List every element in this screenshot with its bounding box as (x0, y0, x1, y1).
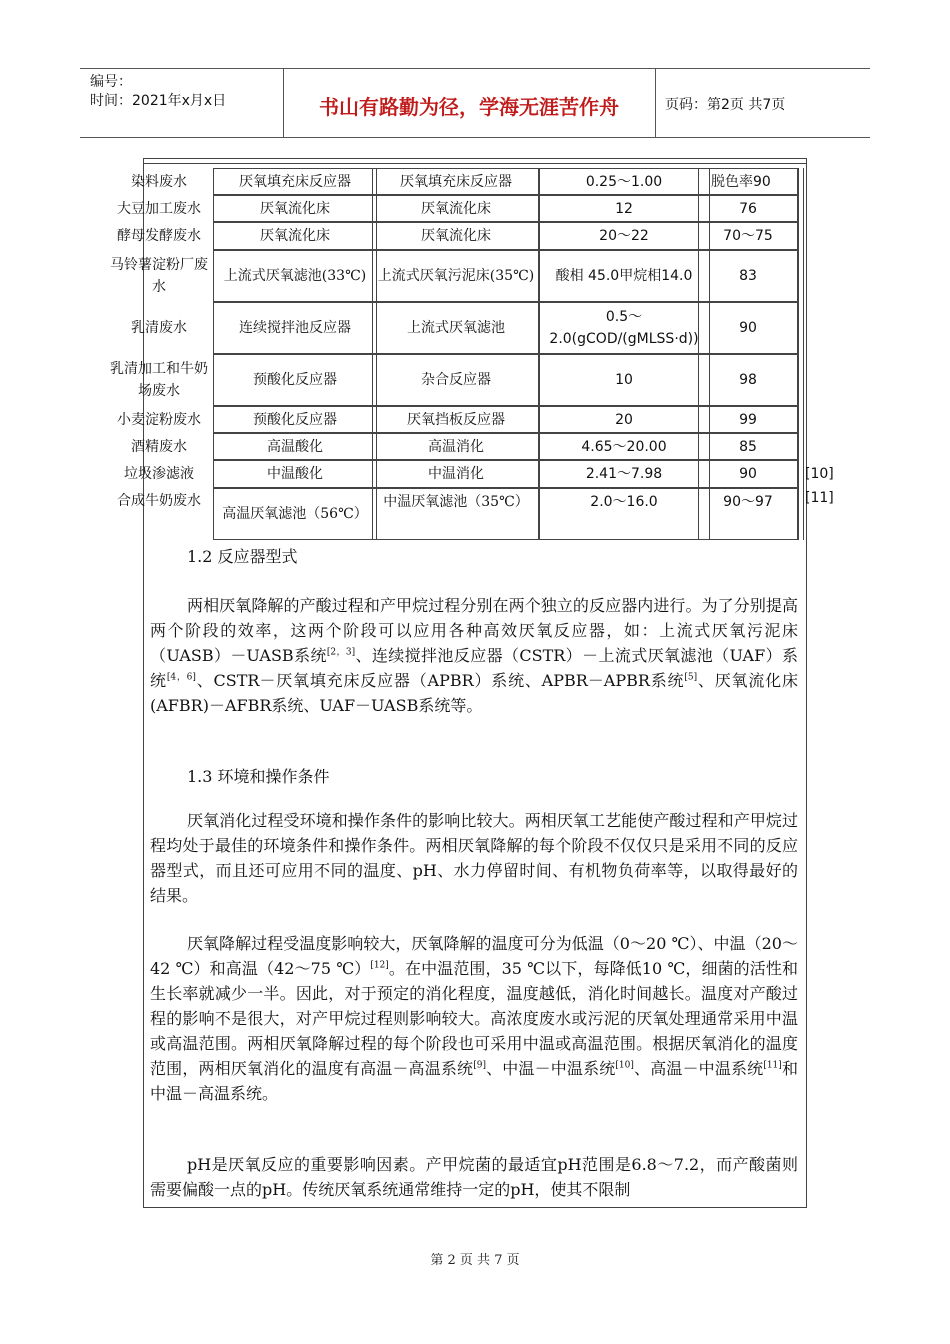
paragraph: pH是厌氧反应的重要影响因素。产甲烷菌的最适宜pH范围是6.8～7.2，而产酸菌则需要偏酸一点的pH。传统厌氧系统通常维持一定的pH，使其不限制 (150, 1155, 798, 1199)
cell-wastewater: 大豆加工废水 (117, 200, 201, 217)
header-meta (90, 73, 226, 111)
cell-load: 20～22 (538, 222, 710, 250)
cell-load: 2.0～16.0 (538, 488, 710, 540)
table-row (110, 488, 850, 540)
cell-methane-reactor: 厌氧流化床 (372, 195, 540, 222)
cell-wastewater: 垃圾渗滤液 (124, 466, 194, 482)
table-row (110, 222, 850, 250)
cell-methane-reactor: 厌氧挡板反应器 (372, 406, 540, 433)
cell-wastewater: 乳清加工和牛奶场废水 (110, 361, 208, 399)
cell-border (798, 488, 804, 540)
table-row (110, 250, 850, 302)
cell-acid-reactor: 中温酸化 (213, 460, 377, 488)
cell-border (798, 433, 804, 460)
cell-border (798, 250, 804, 302)
header-number: 编号： (90, 74, 132, 90)
cell-removal: 90～97 (698, 488, 798, 540)
cell-methane-reactor: 上流式厌氧滤池 (372, 302, 540, 354)
cell-removal: 83 (698, 250, 798, 302)
cell-load: 0.25～1.00 (538, 168, 710, 195)
cell-acid-reactor: 预酸化反应器 (213, 406, 377, 433)
cell-acid-reactor: 高温厌氧滤池（56℃） (213, 488, 377, 540)
frame-double-line (144, 163, 806, 164)
table-row (110, 302, 850, 354)
cell-load: 10 (538, 354, 710, 406)
cell-reference: [11] (805, 490, 834, 506)
cell-load: 2.41～7.98 (538, 460, 710, 488)
table-row (110, 195, 850, 222)
cell-load: 0.5～2.0(gCOD/(gMLSS·d)) (538, 302, 710, 354)
cell-border (798, 168, 804, 195)
header-divider (655, 69, 656, 137)
cell-removal: 85 (698, 433, 798, 460)
cell-border (798, 354, 804, 406)
cell-border (798, 460, 804, 488)
cell-methane-reactor: 中温厌氧滤池（35℃） (372, 488, 540, 540)
cell-methane-reactor: 厌氧流化床 (372, 222, 540, 250)
cell-acid-reactor: 厌氧填充床反应器 (213, 168, 377, 195)
cell-border (798, 222, 804, 250)
cell-removal: 90 (698, 302, 798, 354)
cell-acid-reactor: 预酸化反应器 (213, 354, 377, 406)
cell-methane-reactor: 厌氧填充床反应器 (372, 168, 540, 195)
cell-removal: 98 (698, 354, 798, 406)
cell-removal: 90 (698, 460, 798, 488)
table-row (110, 406, 850, 433)
page-header (80, 68, 870, 138)
cell-load: 酸相 45.0甲烷相14.0 (538, 250, 710, 302)
cell-reference: [10] (805, 466, 834, 482)
cell-acid-reactor: 厌氧流化床 (213, 222, 377, 250)
cell-methane-reactor: 上流式厌氧污泥床(35℃) (372, 250, 540, 302)
paragraph: 两相厌氧降解的产酸过程和产甲烷过程分别在两个独立的反应器内进行。为了分别提高两个阶段的效率，这两个阶段可以应用各种高效厌氧反应器，如：上流式厌氧污泥床（UASB）－UASB系统[2，3]、连续搅拌池反应器（CSTR）－上流式厌氧滤池（UAF）系统[4，6]、CSTR－厌氧填充床反应器（APBR）系统、APBR－APBR系统[5]、厌氧流化床(AFBR)－AFBR系统、UAF－UASB系统等。 (150, 596, 798, 715)
page-footer: 第 2 页 共 7 页 (430, 1253, 520, 1268)
cell-removal: 70～75 (698, 222, 798, 250)
cell-border (798, 195, 804, 222)
section-heading: 1.2 反应器型式 (187, 547, 298, 566)
cell-acid-reactor: 厌氧流化床 (213, 195, 377, 222)
cell-wastewater: 酒精废水 (131, 438, 187, 455)
cell-border (798, 302, 804, 354)
paragraph: 厌氧消化过程受环境和操作条件的影响比较大。两相厌氧工艺能使产酸过程和产甲烷过程均处于最佳的环境条件和操作条件。两相厌氧降解的每个阶段不仅仅只是采用不同的反应器型式，而且还可应用不同的温度、pH、水力停留时间、有机物负荷率等，以取得最好的结果。 (150, 811, 798, 905)
table-row (110, 354, 850, 406)
cell-wastewater: 马铃薯淀粉厂废水 (110, 257, 208, 295)
cell-removal: 76 (698, 195, 798, 222)
paragraph: 厌氧降解过程受温度影响较大，厌氧降解的温度可分为低温（0～20 ℃）、中温（20～42 ℃）和高温（42～75 ℃）[12]。在中温范围，35 ℃以下，每降低10 ℃，细菌的活性和生长率就减少一半。因此，对于预定的消化程度，温度越低，消化时间越长。温度对产酸过程的影响不是很大，对产甲烷过程则影响较大。高浓度废水或污泥的厌氧处理通常采用中温或高温范围。两相厌氧降解过程的每个阶段也可采用中温或高温范围。根据厌氧消化的温度范围，两相厌氧消化的温度有高温－高温系统[9]、中温－中温系统[10]、高温－中温系统[11]和中温－高温系统。 (150, 934, 798, 1103)
cell-wastewater: 染料废水 (131, 173, 187, 190)
cell-load: 4.65～20.00 (538, 433, 710, 460)
cell-wastewater: 酵母发酵废水 (117, 228, 201, 244)
table-row (110, 460, 850, 488)
cell-methane-reactor: 杂合反应器 (372, 354, 540, 406)
cell-removal: 脱色率90 (698, 168, 798, 195)
section-heading: 1.3 环境和操作条件 (187, 767, 330, 786)
cell-wastewater: 乳清废水 (131, 320, 187, 336)
cell-acid-reactor: 高温酸化 (213, 433, 377, 460)
cell-methane-reactor: 高温消化 (372, 433, 540, 460)
cell-methane-reactor: 中温消化 (372, 460, 540, 488)
cell-acid-reactor: 上流式厌氧滤池(33℃) (213, 250, 377, 302)
cell-wastewater: 合成牛奶废水 (117, 493, 201, 509)
table-row (110, 168, 850, 195)
header-time: 时间：2021年x月x日 (90, 93, 227, 109)
cell-load: 12 (538, 195, 710, 222)
table-row (110, 433, 850, 460)
header-motto: 书山有路勤为径，学海无涯苦作舟 (319, 95, 619, 119)
cell-wastewater: 小麦淀粉废水 (117, 411, 201, 428)
cell-border (798, 406, 804, 433)
header-page-number: 页码：第2页 共7页 (665, 97, 786, 113)
cell-removal: 99 (698, 406, 798, 433)
cell-acid-reactor: 连续搅拌池反应器 (213, 302, 377, 354)
cell-load: 20 (538, 406, 710, 433)
